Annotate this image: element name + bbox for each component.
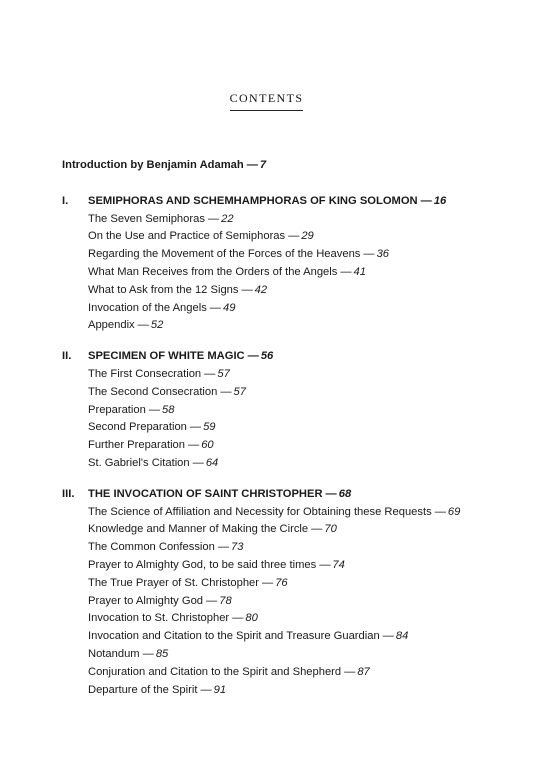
entry-title: What to Ask from the 12 Signs [88,283,239,296]
entry-dash: — [217,541,230,554]
part-heading-text [88,348,273,366]
part-dash: — [247,350,259,363]
entry-dash: — [142,647,154,660]
toc-entry [62,610,522,628]
spacer [62,175,522,193]
toc-entry [62,300,522,318]
entry-page: 78 [219,594,232,607]
toc-entry [62,419,522,437]
entry-title: Invocation and Citation to the Spirit and Treasure Guardian [88,630,380,643]
toc-entry [62,384,522,402]
entry-title: Preparation [88,403,146,416]
entry-dash: — [206,594,218,607]
part-heading [62,486,522,504]
entry-page: 87 [357,665,370,678]
entry-title: The Seven Semiphoras [88,212,205,225]
part-heading-text [88,193,446,211]
entry-title: On the Use and Practice of Semiphoras [88,230,286,243]
toc-entry [62,521,522,539]
part-title: SPECIMEN OF WHITE MAGIC [88,350,245,363]
entry-page: 70 [324,523,337,536]
entry-title: Second Preparation [88,421,187,434]
entry-title: Appendix [88,319,135,332]
part-page: 56 [260,350,274,363]
entry-title: The First Consecration [88,367,202,380]
entry-page: 41 [353,265,366,278]
entry-title: Prayer to Almighty God, to be said three times [88,558,317,571]
toc-entry [62,593,522,611]
entry-title: Notandum [88,647,140,660]
toc-entry [62,539,522,557]
toc-entry [62,437,522,455]
part-numeral: II. [62,350,72,363]
entry-page: 80 [245,612,258,625]
entry-dash: — [220,385,232,398]
part-title: THE INVOCATION OF SAINT CHRISTOPHER [88,487,323,500]
toc-entry [62,402,522,420]
part-dash: — [420,194,432,207]
entry-page: 84 [395,630,409,643]
intro-dash: — [246,159,258,171]
entry-page: 52 [150,319,164,332]
part-numeral: I. [62,194,69,207]
entry-title: The Second Consecration [88,385,218,398]
entry-page: 64 [205,456,219,469]
entry-dash: — [207,212,220,225]
entry-dash: — [200,683,212,696]
intro-page: 7 [259,159,267,171]
entry-title: St. Gabriel's Citation [88,456,190,469]
entry-page: 60 [201,439,214,452]
toc-entry [62,264,522,282]
entry-title: The Science of Affiliation and Necessity for Obtaining these Requests [88,505,432,518]
entry-title: The Common Confession [88,541,215,554]
entry-title: Conjuration and Citation to the Spirit and Shepherd [88,665,342,678]
entry-page: 49 [222,301,236,314]
toc-entry [62,664,522,682]
entry-dash: — [192,456,204,469]
contents-heading-wrap [0,89,533,111]
entry-title: Invocation of the Angels [88,301,207,314]
entry-dash: — [434,505,446,518]
entry-dash: — [148,403,161,416]
entry-page: 57 [217,367,230,380]
part-heading [62,348,522,366]
toc-entry [62,282,522,300]
entry-dash: — [340,265,352,278]
entry-page: 36 [376,248,390,261]
toc-entry [62,455,522,473]
toc-intro-entry [62,157,522,175]
entry-dash: — [189,421,202,434]
toc-entry [62,628,522,646]
intro-title: Introduction by Benjamin Adamah [62,159,244,171]
part-heading-text [88,486,351,504]
entry-dash: — [137,319,149,332]
entry-dash: — [344,665,356,678]
entry-dash: — [188,439,200,452]
entry-page: 69 [447,505,461,518]
entry-page: 57 [233,385,246,398]
toc-entry [62,366,522,384]
entry-title: Prayer to Almighty God [88,594,204,607]
contents-heading: CONTENTS [230,91,304,111]
entry-dash: — [363,248,375,261]
part-dash: — [325,487,337,500]
part-page: 16 [433,194,447,207]
entry-dash: — [262,576,274,589]
toc-entry [62,575,522,593]
part-heading [62,193,522,211]
entry-page: 73 [231,541,244,554]
entry-title: Further Preparation [88,439,186,452]
part-page: 68 [338,487,352,500]
table-of-contents [62,157,522,699]
toc-entry [62,504,522,522]
entry-dash: — [241,283,253,296]
entry-title: Departure of the Spirit [88,683,198,696]
entry-dash: — [311,523,323,536]
entry-page: 74 [332,558,345,571]
part-numeral: III. [62,487,75,500]
entry-dash: — [209,301,221,314]
toc-entry [62,317,522,335]
entry-title: Knowledge and Manner of Making the Circle [88,523,309,536]
spacer [62,335,522,348]
entry-dash: — [382,630,394,643]
entry-dash: — [288,230,300,243]
toc-entry [62,246,522,264]
toc-entry [62,646,522,664]
entry-title: The True Prayer of St. Christopher [88,576,259,589]
entry-page: 91 [213,683,227,696]
entry-dash: — [204,367,216,380]
entry-title: Invocation to St. Christopher [88,612,230,625]
entry-page: 22 [221,212,234,225]
entry-page: 58 [162,403,175,416]
entry-title: Regarding the Movement of the Forces of the Heavens [88,248,361,261]
part-title: SEMIPHORAS AND SCHEMHAMPHORAS OF KING SOLOMON [88,194,418,207]
entry-dash: — [319,558,331,571]
toc-entry [62,211,522,229]
entry-dash: — [232,612,244,625]
toc-entry [62,682,522,700]
entry-page: 29 [301,230,314,243]
entry-page: 42 [254,283,268,296]
entry-page: 85 [155,647,169,660]
toc-entry [62,557,522,575]
entry-title: What Man Receives from the Orders of the Angels [88,265,338,278]
entry-page: 59 [203,421,216,434]
toc-entry [62,228,522,246]
entry-page: 76 [275,576,288,589]
spacer [62,473,522,486]
